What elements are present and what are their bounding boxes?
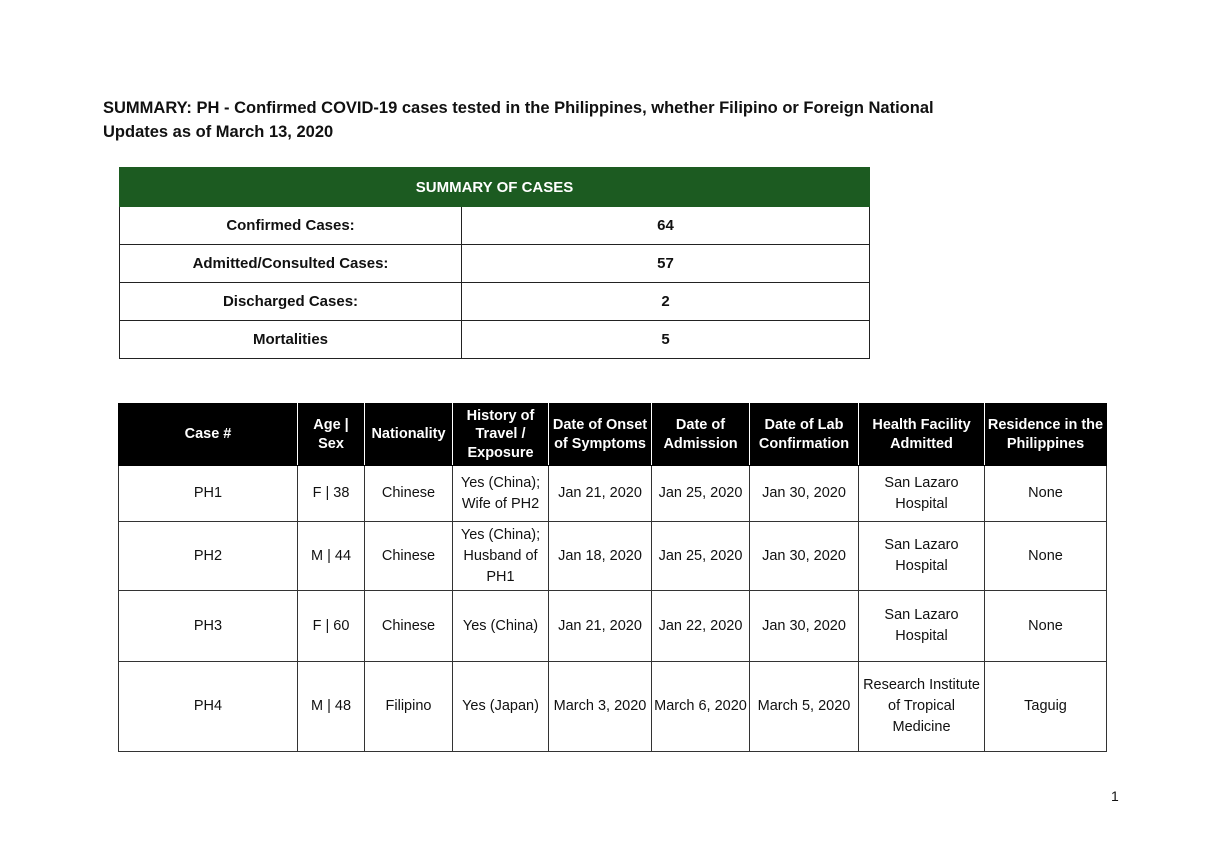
nationality-cell: Chinese [365,522,453,591]
column-header-nationality: Nationality [365,404,453,466]
nationality-cell: Chinese [365,591,453,662]
summary-value: 64 [462,207,870,245]
age-sex-cell: F | 38 [298,466,365,522]
age-sex-cell: M | 48 [298,662,365,752]
summary-table [119,167,870,359]
column-header-onset-date: Date of Onset of Symptoms [549,404,652,466]
summary-title: SUMMARY OF CASES [120,168,870,207]
age-sex-cell: F | 60 [298,591,365,662]
table-row [119,466,1107,522]
travel-history-cell: Yes (China); Husband of PH1 [453,522,549,591]
table-row [119,591,1107,662]
summary-value: 57 [462,245,870,283]
health-facility-cell: Research Institute of Tropical Medicine [859,662,985,752]
travel-history-cell: Yes (Japan) [453,662,549,752]
admission-date-cell: Jan 25, 2020 [652,466,750,522]
onset-date-cell: Jan 21, 2020 [549,466,652,522]
document-header [103,96,934,144]
onset-date-cell: Jan 18, 2020 [549,522,652,591]
travel-history-cell: Yes (China); Wife of PH2 [453,466,549,522]
column-header-health-facility: Health Facility Admitted [859,404,985,466]
onset-date-cell: Jan 21, 2020 [549,591,652,662]
residence-cell: None [985,522,1107,591]
health-facility-cell: San Lazaro Hospital [859,522,985,591]
update-date: Updates as of March 13, 2020 [103,123,334,141]
confirmation-date-cell: Jan 30, 2020 [750,591,859,662]
nationality-cell: Filipino [365,662,453,752]
summary-label: Discharged Cases: [120,283,462,321]
column-header-age-sex: Age | Sex [298,404,365,466]
column-header-confirmation-date: Date of Lab Confirmation [750,404,859,466]
health-facility-cell: San Lazaro Hospital [859,591,985,662]
case-table [118,403,1107,752]
admission-date-cell: March 6, 2020 [652,662,750,752]
summary-row [120,207,870,245]
nationality-cell: Chinese [365,466,453,522]
column-header-admission-date: Date of Admission [652,404,750,466]
summary-label: Mortalities [120,321,462,359]
page-number: 1 [1111,788,1119,804]
travel-history-cell: Yes (China) [453,591,549,662]
admission-date-cell: Jan 22, 2020 [652,591,750,662]
summary-value: 5 [462,321,870,359]
case-number-cell: PH4 [119,662,298,752]
column-header-travel-history: History of Travel / Exposure [453,404,549,466]
confirmation-date-cell: Jan 30, 2020 [750,522,859,591]
document-title: SUMMARY: PH - Confirmed COVID-19 cases tested in the Philippines, whether Filipino or Foreign National [103,99,934,117]
summary-value: 2 [462,283,870,321]
case-number-cell: PH1 [119,466,298,522]
table-row [119,662,1107,752]
summary-label: Admitted/Consulted Cases: [120,245,462,283]
onset-date-cell: March 3, 2020 [549,662,652,752]
summary-row [120,321,870,359]
confirmation-date-cell: March 5, 2020 [750,662,859,752]
summary-row [120,245,870,283]
health-facility-cell: San Lazaro Hospital [859,466,985,522]
summary-row [120,283,870,321]
column-header-case-number: Case # [119,404,298,466]
residence-cell: Taguig [985,662,1107,752]
summary-label: Confirmed Cases: [120,207,462,245]
case-number-cell: PH3 [119,591,298,662]
column-header-residence: Residence in the Philippines [985,404,1107,466]
case-number-cell: PH2 [119,522,298,591]
residence-cell: None [985,591,1107,662]
age-sex-cell: M | 44 [298,522,365,591]
table-row [119,522,1107,591]
admission-date-cell: Jan 25, 2020 [652,522,750,591]
residence-cell: None [985,466,1107,522]
case-table-header [119,404,1107,466]
confirmation-date-cell: Jan 30, 2020 [750,466,859,522]
